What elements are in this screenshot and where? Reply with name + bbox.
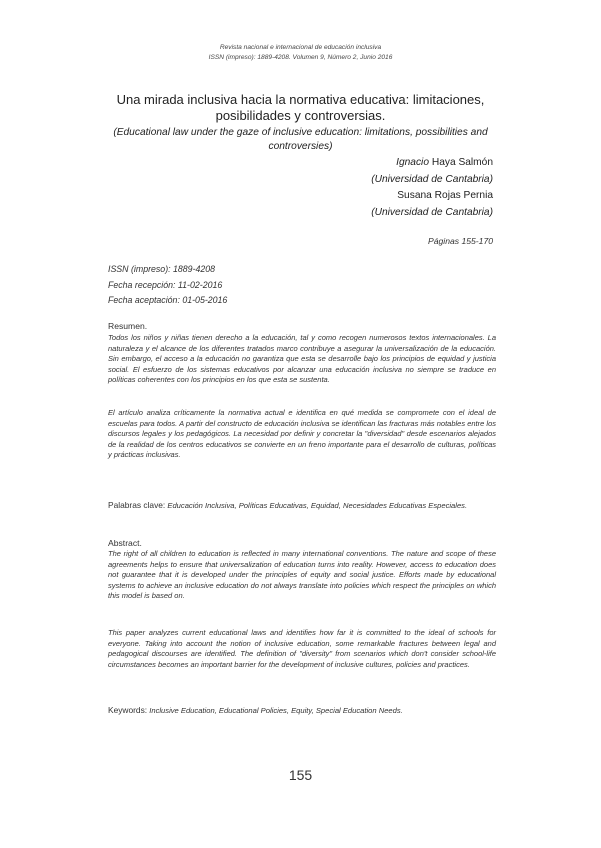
author-affiliation: (Universidad de Cantabria) xyxy=(371,206,493,218)
article-title-english: (Educational law under the gaze of inclusive education: limitations, possibilities and controversies) xyxy=(113,127,488,152)
page-number: 155 xyxy=(288,767,313,783)
title-block xyxy=(100,92,501,154)
palabras-clave-label: Palabras clave: xyxy=(108,500,166,510)
abstract-paragraph-1: The right of all children to education is reflected in many international conventions. The nature and scope of these agreements helps to ensure that universalization of education turns into reality. However, access to education does not guarantee that it is developed under the principles of equity and social justice. Efforts made by educational systems to achieve an inclusive education do not always translate into policies which respect the principles on which this model is based on. xyxy=(108,549,496,600)
keywords-label: Keywords: xyxy=(108,705,148,715)
palabras-clave xyxy=(108,500,496,511)
keywords-text: Inclusive Education, Educational Policies, Equity, Special Education Needs. xyxy=(149,706,403,715)
palabras-clave-text: Educación Inclusiva, Políticas Educativas, Equidad, Necesidades Educativas Especiales. xyxy=(167,501,468,510)
accepted-date: Fecha aceptación: 01-05-2016 xyxy=(108,295,228,305)
journal-name: Revista nacional e internacional de educación inclusiva xyxy=(219,44,382,51)
abstract-paragraph-2: This paper analyzes current educational laws and identifies how far it is committed to the ideal of schools for everyone. Taking into account the notion of inclusive education, some remarkable fractures between legal and pedagogical discourses are identified. The definition of "diversity" from scenarios which don't consider school-life circumstances becomes an important barrier for the development of inclusive cultures, policies and practices. xyxy=(108,628,496,669)
resumen-paragraph-1: Todos los niños y niñas tienen derecho a la educación, tal y como recogen numerosos textos internacionales. La naturaleza y el alcance de los diferentes tratados marco contribuye a asegurar la universalización de la educación. Sin embargo, el acceso a la educación no garantiza que esta se desarrolle bajo los principios de equidad y justicia social. El esfuerzo de los sistemas educativos por alcanzar una educación inclusiva no siempre se traduce en políticas coherentes con los principios en los que esta se sustenta. xyxy=(108,333,496,384)
author-name xyxy=(193,155,493,172)
page-range: Páginas 155-170 xyxy=(428,236,493,246)
article-metadata xyxy=(108,262,227,309)
author-given-name: Ignacio xyxy=(396,157,429,168)
article-title: Una mirada inclusiva hacia la normativa educativa: limitaciones, posibilidades y controversias. xyxy=(116,92,485,123)
author-name xyxy=(193,188,493,205)
author-family-name: Haya Salmón xyxy=(431,157,493,168)
keywords xyxy=(108,705,496,716)
received-date: Fecha recepción: 11-02-2016 xyxy=(108,279,223,290)
author-given-name: Susana xyxy=(397,190,432,201)
issn-print: ISSN (impreso): 1889-4208 xyxy=(108,264,216,274)
author-affiliation: (Universidad de Cantabria) xyxy=(371,173,493,185)
author-list xyxy=(193,155,493,221)
resumen-heading: Resumen. xyxy=(108,321,148,331)
resumen-paragraph-2: El artículo analiza críticamente la normativa actual e identifica en qué medida se compromete con el ideal de escuelas para todos. A partir del constructo de educación inclusiva se identifican las fracturas más notables entre los discursos legales y los pedagógicos. La necesidad por definir y concretar la "diversidad" desde escenarios alejados de la realidad de los centros educativos se convierte en un freno importante para el desarrollo de culturas, políticas y prácticas inclusivas. xyxy=(108,408,496,459)
journal-issn-volume: ISSN (impreso): 1889-4208. Volumen 9, Número 2, Junio 2016 xyxy=(208,54,393,61)
author-family-name: Rojas Pernia xyxy=(434,190,493,201)
abstract-heading: Abstract. xyxy=(108,538,142,548)
journal-header xyxy=(0,43,601,63)
